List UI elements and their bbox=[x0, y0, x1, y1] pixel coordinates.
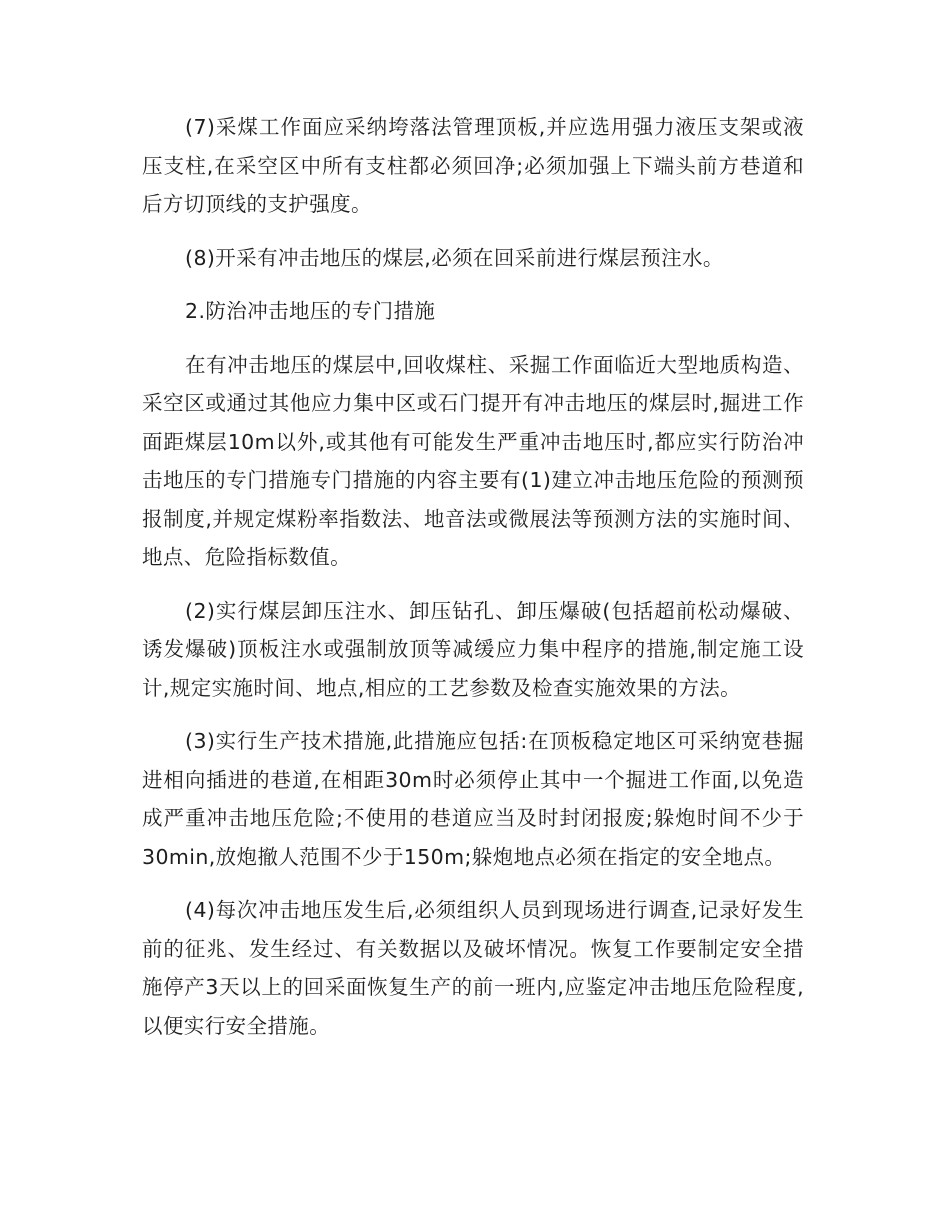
paragraph-special-measures-intro: 在有冲击地压的煤层中,回收煤柱、采掘工作面临近大型地质构造、采空区或通过其他应力集中区或石门提开有冲击地压的煤层时,掘进工作面距煤层10m以外,或其他有可能发生严重冲击地压时,都应实行防治冲击地压的专门措施专门措施的内容主要有(1)建立冲击地压危险的预测预报制度,并规定煤粉率指数法、地音法或微展法等预测方法的实施时间、地点、危险指标数值。 bbox=[142, 352, 804, 569]
paragraph-measure-7: (7)采煤工作面应采纳垮落法管理顶板,并应选用强力液压支架或液压支柱,在采空区中所有支柱都必须回净;必须加强上下端头前方巷道和后方切顶线的支护强度。 bbox=[142, 115, 804, 216]
section-heading: 2.防治冲击地压的专门措施 bbox=[185, 299, 436, 323]
document-body bbox=[142, 108, 804, 1060]
paragraph-measure-2: (2)实行煤层卸压注水、卸压钻孔、卸压爆破(包括超前松动爆破、诱发爆破)顶板注水或强制放顶等减缓应力集中程序的措施,制定施工设计,规定实施时间、地点,相应的工艺参数及检查实施效果的方法。 bbox=[142, 598, 804, 700]
paragraph-measure-3: (3)实行生产技术措施,此措施应包括:在顶板稳定地区可采纳宽巷掘进相向插进的巷道,在相距30m时必须停止其中一个掘进工作面,以免造成严重冲击地压危险;不使用的巷道应当及时封闭报废;躲炮时间不少于30min,放炮撤人范围不少于150m;躲炮地点必须在指定的安全地点。 bbox=[142, 729, 804, 869]
paragraph-measure-4: (4)每次冲击地压发生后,必须组织人员到现场进行调查,记录好发生前的征兆、发生经过、有关数据以及破坏情况。恢复工作要制定安全措施停产3天以上的回采面恢复生产的前一班内,应鉴定冲击地压危险程度,以便实行安全措施。 bbox=[142, 898, 804, 1038]
paragraph-measure-8: (8)开采有冲击地压的煤层,必须在回采前进行煤层预注水。 bbox=[185, 245, 724, 270]
